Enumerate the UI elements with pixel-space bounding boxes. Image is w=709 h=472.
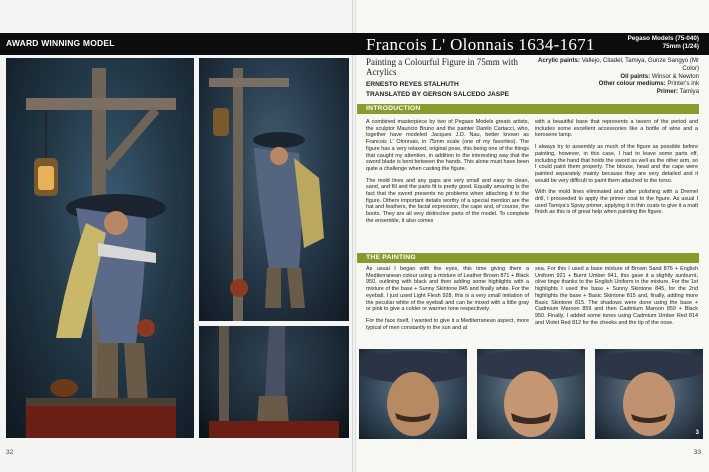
face-closeup-photo-3 [595, 349, 703, 439]
painting-heading-bar [357, 253, 699, 263]
paints-list [529, 57, 699, 96]
photo-number: 3 [695, 430, 699, 436]
intro-heading: INTRODUCTION [366, 105, 421, 112]
byline [366, 80, 509, 99]
article-subtitle: Painting a Colourful Figure in 75mm with Acrylics [366, 57, 518, 77]
primer-label: Primer: [656, 88, 679, 96]
intro-column-2 [535, 119, 698, 221]
painting-paragraph: For the face itself, I wanted to give it a Mediterranean aspect, more typical of men constantly in the sun and at [366, 317, 529, 331]
oil-label: Oil paints: [620, 72, 651, 80]
article-title: Francois L' Olonnais 1634-1671 [366, 35, 595, 54]
face-illustration [595, 349, 703, 439]
intro-paragraph: with a beautiful base that represents a tavern of the period and includes some excellent accessories like a bottle of wine and a kerosene lamp. [535, 119, 698, 139]
side-view-photo [199, 58, 349, 321]
intro-paragraph: The mold lines and any gaps are very small and easy to clean, sand, and fill and the parts fit is pretty good. Equally amazing is the fact that the sword presents no problems when attaching it to the figure. Others important details worthy of a special mention are the hat and feathers, the facial expression, the cape and, of course, the boots. They are all very distinctive parts of the model. To complete the ensemble, it also comes [366, 177, 529, 224]
painting-paragraph: sea. For this I used a base mixture of Brown Sand 876 + English Uniform 921 + Burnt Umber 941, this gave it a slightly sunburnt, olive tinge thanks to the English Uniform in the mixture. For the 1st highlights I used the base + Sunny Skintone 845, for the 2nd highlights the base + Basic Skintone 815 and, finally, adding more Basic Skintone 815. The shadows were done using the base + Cadmium Maroon 859 and then Cadmium Maroon 859 + Black 950. Finally, I added some tones using Cadmium Umber Red 814 and Violet Red 812 for the cheeks and the tip of the nose. [535, 266, 698, 326]
page-number-left: 32 [6, 449, 14, 456]
face-closeup-photo-2 [477, 349, 585, 439]
painting-column-1 [366, 266, 529, 336]
primer-value: Tamiya [679, 88, 699, 96]
detail-photo [199, 326, 349, 438]
section-label: AWARD WINNING MODEL [6, 38, 115, 48]
other-label: Other colour mediums: [598, 80, 666, 88]
main-figure-photo [6, 58, 194, 438]
acrylic-value: Vallejo, Citadel, Tamiya, Gunze Sangyo (Mr Color) [581, 57, 699, 72]
face-illustration [359, 349, 467, 439]
author-name: ERNESTO REYES STALHUTH [366, 81, 459, 88]
detail-illustration [199, 326, 349, 438]
intro-paragraph: A combined masterpiece by two of Pegaso Models greats artists, the sculptor Mauricio Bruno and the painter Danilo Cartacci, who, together have modeled Jacques J.D. Nau, better known as Francois L' Olonnais, in 75mm scale (one of my favorites). The figure has a very relaxed, original pose, this being one of the things that caught my attention, in addition to the interesting way that the sword blade is bent between the hands. This alone must have been quite a challenge when casting the figure. [366, 119, 529, 172]
painting-column-2 [535, 266, 698, 331]
painting-paragraph: As usual I began with the eyes, this time giving them a Mediterranean colour using a mixture of Leather Brown 871 + Black 950, outlining with black and then adding some highlights with a mixture of the base + Sunny Skintone 845 and finally white. For the eyeball, I just used Light Flesh 928, this is a very small imitation of the peculiar white of the eyeball and can be mixed with a little gray or pink to give a colder or warmer tone respectively. [366, 266, 529, 313]
face-closeup-photo-1 [359, 349, 467, 439]
intro-column-1 [366, 119, 529, 230]
figure-illustration [6, 58, 194, 438]
acrylic-label: Acrylic paints: [537, 57, 580, 64]
side-figure-illustration [199, 58, 349, 321]
painting-heading: THE PAINTING [366, 254, 416, 261]
kit-scale: 75mm (1/24) [662, 43, 699, 50]
translator-name: TRANSLATED BY GERSON SALCEDO JASPE [366, 90, 510, 98]
kit-name: Pegaso Models (75-040) [627, 35, 699, 42]
intro-paragraph: With the mold lines eliminated and after polishing with a Dremel drill, I proceeded to apply the primer coat to the figure. As usual I used Tamiya's Spray primer, applying it in thin coats to give it a matt finish as this is of great help when painting the figure. [535, 189, 698, 216]
other-value: Printer's ink [667, 80, 699, 88]
kit-reference [628, 35, 699, 51]
page-number-right: 33 [693, 449, 701, 456]
intro-paragraph: I always try to assembly as much of the figure as possible before painting, however, in this case, I had to leave some parts off, including the hand that holds the sword as well as the other arm, so I could paint them properly. The blouse, head and the cape were painted separately mainly because they are very detailed and it would be very difficult to paint them attached to the torso. [535, 144, 698, 184]
intro-heading-bar [357, 104, 699, 114]
page-gutter [352, 0, 356, 472]
oil-value: Winsor & Newton [651, 72, 699, 80]
face-illustration [477, 349, 585, 439]
